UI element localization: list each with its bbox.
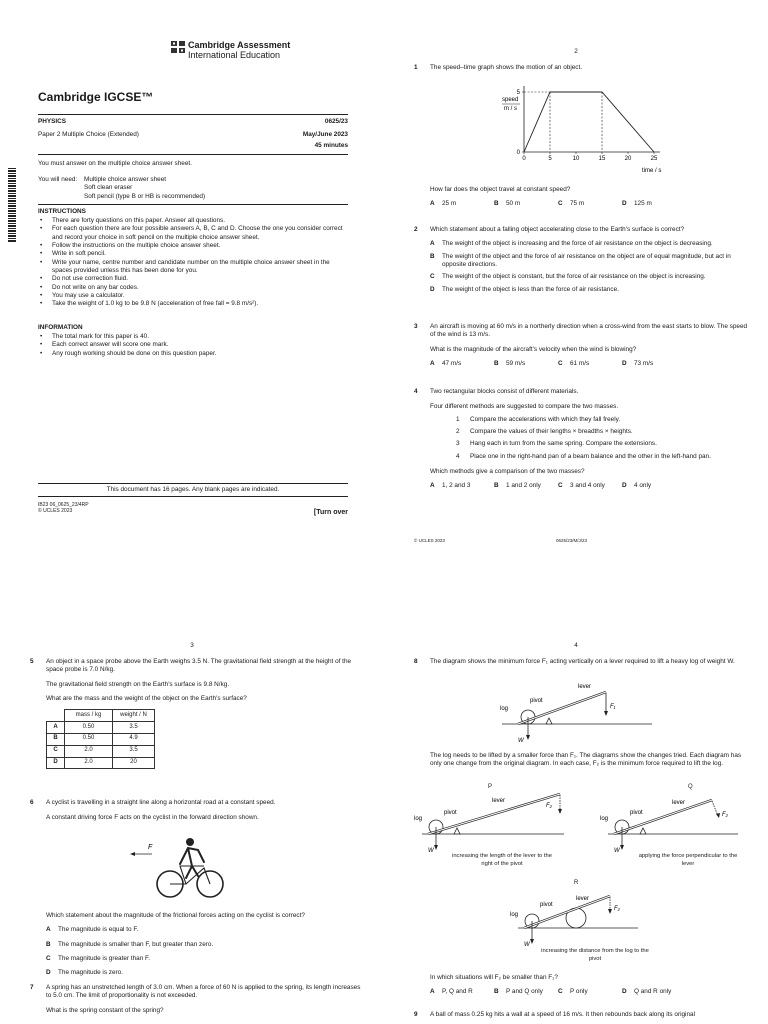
question-number: 5	[30, 658, 34, 665]
question-text: The gravitational field strength on the Earth's surface is 9.8 N/kg.	[46, 680, 230, 688]
column-header: weight / N	[113, 710, 155, 722]
pivot-label: pivot	[530, 698, 543, 704]
option-b[interactable]: B 59 m/s	[494, 359, 526, 367]
question-8-text2	[414, 752, 750, 769]
information-list	[38, 333, 348, 358]
pivot-icon	[640, 828, 646, 834]
page-number: 2	[574, 48, 578, 55]
question-1-prompt	[414, 186, 750, 209]
instruction-item: • There are forty questions on this paper. Answer all questions.	[38, 217, 348, 225]
chart-ticks	[517, 90, 658, 162]
divider	[38, 204, 348, 205]
question-prompt: What is the magnitude of the aircraft's velocity when the wind is blowing?	[430, 345, 637, 353]
y-axis-label: speed	[502, 97, 519, 103]
log-label: log	[510, 912, 519, 918]
cyclist-diagram	[130, 832, 240, 902]
barcode	[8, 168, 16, 242]
option-c[interactable]: C The magnitude is greater than F.	[46, 954, 151, 962]
arrow-head-icon	[608, 909, 612, 914]
options-row	[430, 200, 750, 208]
question-8-prompt	[414, 974, 750, 997]
instruction-item: • Do not use correction fluid.	[38, 275, 348, 283]
log-label: log	[600, 816, 609, 822]
information-heading: INFORMATION	[38, 324, 83, 331]
question-text: A ball of mass 0.25 kg hits a wall at a speed of 16 m/s. It then rebounds back along its original	[430, 1011, 696, 1018]
pivot-label: pivot	[444, 810, 457, 816]
instructions-list	[38, 217, 348, 309]
weight-label: W	[614, 848, 620, 854]
question-text: Two rectangular blocks consist of different materials.	[430, 388, 579, 395]
option-b[interactable]: B 1 and 2 only	[494, 482, 541, 490]
question-2	[414, 226, 750, 294]
question-prompt: What are the mass and the weight of the object on the Earth's surface?	[46, 694, 247, 702]
method-item: 1 Compare the accelerations with which they fall freely.	[456, 415, 621, 423]
log-label: log	[414, 816, 423, 822]
option-b[interactable]: B P and Q only	[494, 988, 543, 996]
x-tick-label: 25	[650, 156, 658, 162]
pivot-icon	[454, 828, 460, 834]
option-b[interactable]: B The weight of the object and the force of air resistance on the object are of equal magnitude, but act in opposite directions.	[430, 252, 731, 268]
question-text: The log needs to be lifted by a smaller force than F₁. The diagrams show the changes tried. Each diagram has only one change from the original diagram. In each case, F₂ is the minimum force required to lift the log.	[430, 752, 742, 768]
question-text: A cyclist is travelling in a straight line along a horizontal road at a constant speed.	[46, 799, 276, 806]
instructions-heading: INSTRUCTIONS	[38, 208, 86, 215]
question-intro: Four different methods are suggested to compare the two masses.	[430, 403, 619, 411]
pivot-label: pivot	[630, 810, 643, 816]
question-text: A spring has an unstretched length of 3.0 cm. When a force of 60 N is applied to the spring, its length increases to 5.0 cm. The limit of proportionality is not exceeded.	[46, 984, 361, 1000]
pivot-label: pivot	[540, 902, 553, 908]
question-number: 2	[414, 226, 418, 233]
option-a[interactable]: A The weight of the object is increasing and the force of air resistance on the object is decreasing.	[430, 240, 713, 248]
question-9	[414, 1011, 750, 1019]
need-label: You will need:	[38, 176, 78, 183]
option-a[interactable]: A 47 m/s	[430, 359, 462, 367]
information-item: • The total mark for this paper is 40.	[38, 333, 348, 341]
pages-note: This document has 16 pages. Any blank pages are indicated.	[106, 486, 280, 493]
weight-label: W	[428, 848, 434, 854]
instruction-item: • Follow the instructions on the multiple choice answer sheet.	[38, 242, 348, 250]
options-row	[430, 482, 750, 490]
methods-list	[456, 416, 750, 461]
table-row[interactable]: A 0.50 3.5	[47, 722, 155, 734]
page-number: 4	[574, 642, 578, 649]
option-d[interactable]: D The weight of the object is less than the force of air resistance.	[430, 285, 619, 293]
rider-icon	[180, 848, 204, 878]
table-row[interactable]: D 2.0 20	[47, 757, 155, 769]
speed-line	[524, 92, 654, 152]
question-text: An aircraft is moving at 60 m/s in a northerly direction when a cross-wind from the east starts to blow. The speed of the wind is 13 m/s.	[430, 323, 748, 339]
diagram-label-r: R	[574, 880, 579, 886]
divider	[38, 483, 348, 484]
option-c[interactable]: C P only	[558, 988, 588, 996]
chart-axes	[524, 86, 660, 152]
y-tick-label: 5	[516, 90, 520, 96]
session: May/June 2023	[302, 131, 348, 138]
lever-diagram-r	[510, 886, 640, 956]
f1-label: F₁	[610, 704, 616, 710]
chart-guides	[524, 92, 602, 152]
question-text: The diagram shows the minimum force F₁ acting vertically on a lever required to lift a heavy log of weight W.	[430, 658, 735, 665]
method-item: 2 Compare the values of their lengths × breadths × heights.	[456, 427, 633, 435]
question-text: An object in a space probe above the Earth weighs 3.5 N. The gravitational field strength at the height of the space probe is 7.0 N/kg.	[46, 658, 352, 674]
lever-diagram-original	[494, 680, 654, 748]
option-b[interactable]: B 50 m	[494, 200, 521, 208]
y-axis-unit: m / s	[504, 106, 517, 112]
paper-code: 0625/23	[324, 118, 348, 125]
answer-table	[46, 709, 155, 769]
instruction-item: • You may use a calculator.	[38, 292, 348, 300]
x-axis-label: time / s	[642, 168, 662, 174]
instruction-item: • Take the weight of 1.0 kg to be 9.8 N (acceleration of free fall = 9.8 m/s²).	[38, 300, 348, 308]
arrow-head-icon	[530, 939, 534, 944]
need-item: Soft clean eraser	[84, 184, 133, 192]
arrow-head-icon	[620, 845, 624, 850]
column-header: mass / kg	[65, 710, 113, 722]
logo-text	[188, 40, 290, 61]
duration: 45 minutes	[314, 142, 348, 149]
information-item: • Any rough working should be done on this question paper.	[38, 350, 348, 358]
question-text: Which statement about a falling object accelerating close to the Earth's surface is correct?	[430, 226, 685, 233]
information-item: • Each correct answer will score one mark.	[38, 341, 348, 349]
question-page-3	[0, 512, 384, 1024]
question-page-2	[384, 0, 768, 543]
log-label: log	[500, 706, 509, 712]
need-list	[84, 176, 205, 201]
table-row[interactable]: C 2.0 3.5	[47, 745, 155, 757]
question-number: 6	[30, 799, 34, 806]
turn-over: [Turn over	[313, 509, 348, 516]
need-item: Multiple choice answer sheet	[84, 176, 167, 183]
question-page-4	[384, 512, 768, 1024]
lever-label: lever	[492, 798, 506, 804]
logo-line-1: Cambridge Assessment	[188, 40, 291, 50]
diagram-label-q: Q	[688, 784, 693, 790]
f2-label: F₂	[722, 812, 728, 818]
logo-line-2: International Education	[188, 50, 281, 61]
cover-page	[0, 0, 384, 516]
x-tick-label: 15	[598, 156, 606, 162]
arrow-head-icon	[716, 813, 720, 818]
pivot-icon	[546, 718, 552, 724]
method-item: 3 Hang each in turn from the same spring. Compare the extensions.	[456, 440, 657, 448]
question-number: 1	[414, 64, 418, 71]
question-1	[414, 64, 750, 72]
question-6-prompt	[30, 912, 366, 978]
lever-diagram-p	[414, 790, 564, 860]
divider	[38, 114, 348, 115]
option-c[interactable]: C The weight of the object is constant, but the force of air resistance on the object is increasing.	[430, 273, 706, 281]
question-number: 8	[414, 658, 418, 665]
option-a[interactable]: A P, Q and R	[430, 988, 473, 996]
force-label: F	[148, 844, 153, 851]
question-text: How far does the object travel at constant speed?	[430, 186, 571, 193]
cambridge-crest-icon	[170, 40, 186, 54]
weight-label: W	[518, 738, 524, 744]
question-number: 7	[30, 984, 34, 991]
question-4	[414, 388, 750, 491]
question-text: A constant driving force F acts on the cyclist in the forward direction shown.	[46, 814, 259, 822]
arrow-head-icon	[130, 852, 135, 856]
speed-time-graph	[474, 80, 764, 180]
paper-title: Paper 2 Multiple Choice (Extended)	[38, 131, 139, 138]
question-7	[30, 984, 366, 1015]
options-row	[430, 360, 750, 368]
option-c[interactable]: C 75 m	[558, 200, 585, 208]
lever-label: lever	[576, 896, 590, 902]
footer-copyright: © UCLES 2023	[414, 538, 445, 543]
x-tick-label: 5	[548, 156, 552, 162]
option-c[interactable]: C 61 m/s	[558, 359, 590, 367]
question-number: 4	[414, 388, 418, 395]
footer-code: IB23 06_0625_23/4RP	[38, 502, 89, 508]
question-3	[414, 323, 750, 368]
lever-label: lever	[672, 800, 686, 806]
question-prompt: Which methods give a comparison of the two masses?	[430, 467, 585, 475]
instruction-item: • Do not write on any bar codes.	[38, 284, 348, 292]
footer-code: 0625/23/M/J/23	[556, 538, 588, 543]
divider	[38, 154, 348, 155]
weight-label: W	[524, 942, 530, 948]
question-6	[30, 799, 366, 823]
need-item: Soft pencil (type B or HB is recommended)	[84, 192, 206, 200]
qualification-title: Cambridge IGCSE™	[38, 90, 154, 104]
footer-copyright: © UCLES 2023	[38, 508, 73, 514]
option-a[interactable]: A 1, 2 and 3	[430, 482, 471, 490]
option-d[interactable]: D 73 m/s	[622, 359, 654, 367]
instruction-item: • Write your name, centre number and candidate number on the multiple choice answer sheet in the spaces provided unless this has been done for you.	[38, 259, 348, 276]
lever-diagram-q	[600, 790, 740, 860]
x-tick-label: 20	[624, 156, 632, 162]
lever-label: lever	[578, 684, 592, 690]
rider-head-icon	[186, 838, 194, 846]
option-a[interactable]: A The magnitude is equal to F.	[46, 926, 139, 934]
answer-note: You must answer on the multiple choice answer sheet.	[38, 160, 192, 167]
x-tick-label: 10	[572, 156, 580, 162]
instruction-item: • Write in soft pencil.	[38, 250, 348, 258]
question-5	[30, 658, 366, 769]
diagram-caption-r: increasing the distance from the log to the pivot	[541, 948, 649, 962]
option-d[interactable]: D 4 only	[622, 482, 652, 490]
page-number: 3	[190, 642, 194, 649]
table-header-row	[47, 710, 155, 722]
options-row	[430, 988, 750, 996]
subject: PHYSICS	[38, 118, 67, 125]
table-row[interactable]: B 0.50 4.9	[47, 733, 155, 745]
question-8	[414, 658, 750, 666]
question-prompt: Which statement about the magnitude of the frictional forces acting on the cyclist is correct?	[46, 912, 305, 919]
f2-label: F₂	[546, 803, 552, 809]
y-tick-label: 0	[516, 150, 520, 156]
method-item: 4 Place one in the right-hand pan of a beam balance and the other in the left-hand pan.	[456, 452, 711, 460]
arrow-head-icon	[558, 809, 562, 814]
diagram-label-p: P	[488, 784, 493, 790]
instruction-item: • For each question there are four possible answers A, B, C and D. Choose the one you consider correct and record your choice in soft pencil on the multiple choice answer sheet.	[38, 225, 348, 242]
diagram-caption-p: increasing the length of the lever to the right of the pivot	[452, 853, 552, 867]
question-prompt: In which situations will F₂ be smaller than F₁?	[430, 974, 558, 981]
question-prompt: What is the spring constant of the spring?	[46, 1006, 164, 1014]
question-number: 3	[414, 323, 418, 330]
option-d[interactable]: D The magnitude is zero.	[46, 969, 124, 977]
option-c[interactable]: C 3 and 4 only	[558, 482, 605, 490]
arrow-head-icon	[434, 845, 438, 850]
question-number: 9	[414, 1011, 418, 1018]
divider	[38, 496, 348, 497]
option-d[interactable]: D 125 m	[622, 200, 652, 208]
arrow-head-icon	[604, 711, 608, 716]
question-text: The speed–time graph shows the motion of an object.	[430, 64, 583, 71]
arrow-head-icon	[526, 735, 530, 740]
option-b[interactable]: B The magnitude is smaller than F, but greater than zero.	[46, 940, 214, 948]
diagram-caption-q: applying the force perpendicular to the lever	[638, 853, 738, 867]
x-tick-label: 0	[522, 156, 526, 162]
option-a[interactable]: A 25 m	[430, 200, 457, 208]
f2-label: F₂	[614, 906, 620, 912]
option-d[interactable]: D Q and R only	[622, 988, 672, 996]
